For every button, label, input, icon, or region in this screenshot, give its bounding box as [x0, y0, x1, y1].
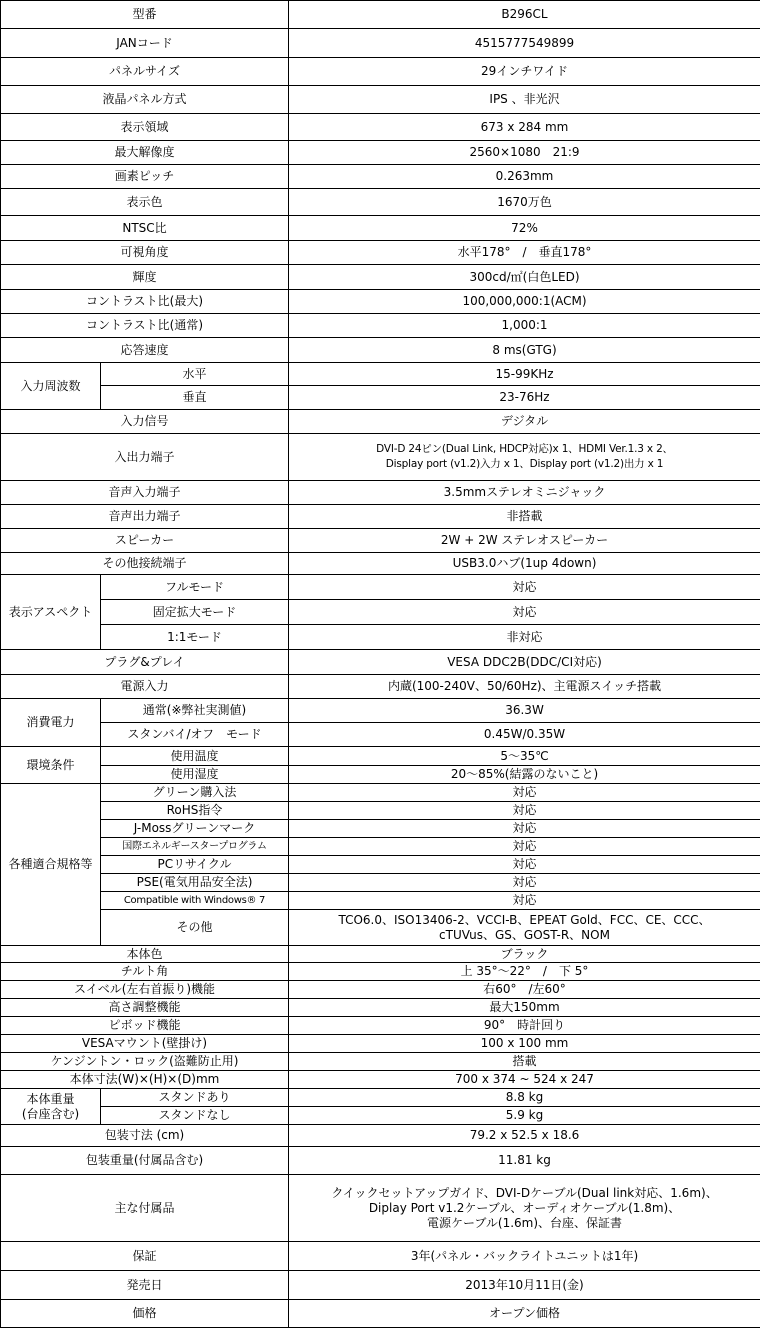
table-row: [1, 1053, 760, 1071]
row-value: 11.81 kg: [289, 1147, 760, 1175]
row-value: 8.8 kg: [289, 1089, 760, 1107]
row-value: 673 x 284 mm: [289, 114, 760, 141]
row-value: 2013年10月11日(金): [289, 1271, 760, 1300]
row-label: コントラスト比(最大): [1, 290, 289, 314]
table-row: [1, 766, 760, 784]
row-label: 主な付属品: [1, 1175, 289, 1242]
table-row: [1, 1107, 760, 1125]
row-label: 固定拡大モード: [101, 600, 289, 625]
row-value: 搭載: [289, 1053, 760, 1071]
table-row: [1, 856, 760, 874]
row-value: 100,000,000:1(ACM): [289, 290, 760, 314]
table-row: [1, 434, 760, 481]
row-label: 使用湿度: [101, 766, 289, 784]
table-row: [1, 505, 760, 529]
table-row: [1, 265, 760, 290]
row-label: 応答速度: [1, 338, 289, 363]
row-value: B296CL: [289, 1, 760, 29]
row-value: 100 x 100 mm: [289, 1035, 760, 1053]
value-line: DVI-D 24ピン(Dual Link, HDCP対応)x 1、HDMI Ver.1.3 x 2、: [291, 442, 758, 457]
group-label: 各種適合規格等: [1, 784, 101, 946]
row-value: 23-76Hz: [289, 386, 760, 410]
table-row: [1, 600, 760, 625]
row-label: 音声出力端子: [1, 505, 289, 529]
row-label: 包装重量(付属品含む): [1, 1147, 289, 1175]
row-value: 36.3W: [289, 699, 760, 723]
row-value: IPS 、非光沢: [289, 86, 760, 114]
row-label: スタンドあり: [101, 1089, 289, 1107]
row-label: 電源入力: [1, 675, 289, 699]
row-value: 300cd/㎡(白色LED): [289, 265, 760, 290]
row-value: 1,000:1: [289, 314, 760, 338]
row-value: VESA DDC2B(DDC/CI対応): [289, 650, 760, 675]
row-label: 通常(※弊社実測値): [101, 699, 289, 723]
table-row: [1, 553, 760, 575]
row-value: 2W + 2W ステレオスピーカー: [289, 529, 760, 553]
table-row: [1, 784, 760, 802]
table-row: [1, 999, 760, 1017]
row-value: 0.45W/0.35W: [289, 723, 760, 747]
table-row: [1, 1017, 760, 1035]
table-row: [1, 675, 760, 699]
table-row: [1, 290, 760, 314]
row-label: 表示色: [1, 189, 289, 216]
row-value: オープン価格: [289, 1300, 760, 1328]
row-label: スタンドなし: [101, 1107, 289, 1125]
row-label: 入出力端子: [1, 434, 289, 481]
row-value: 5.9 kg: [289, 1107, 760, 1125]
row-value: 72%: [289, 216, 760, 241]
table-row: [1, 723, 760, 747]
row-label: スピーカー: [1, 529, 289, 553]
value-line: 電源ケーブル(1.6m)、台座、保証書: [291, 1216, 758, 1231]
table-row: [1, 838, 760, 856]
row-value: 79.2 x 52.5 x 18.6: [289, 1125, 760, 1147]
table-row: [1, 981, 760, 999]
row-value: 対応: [289, 575, 760, 600]
row-value: 対応: [289, 784, 760, 802]
row-label: 液晶パネル方式: [1, 86, 289, 114]
row-label: 水平: [101, 363, 289, 386]
group-label-line: 本体重量: [3, 1092, 98, 1107]
table-row: [1, 1071, 760, 1089]
table-row: [1, 189, 760, 216]
table-row: [1, 58, 760, 86]
table-row: [1, 86, 760, 114]
row-label: PSE(電気用品安全法): [101, 874, 289, 892]
value-line: cTUVus、GS、GOST-R、NOM: [291, 928, 758, 943]
row-value: ブラック: [289, 946, 760, 963]
row-value: 最大150mm: [289, 999, 760, 1017]
row-label: J-Mossグリーンマーク: [101, 820, 289, 838]
row-value: 非対応: [289, 625, 760, 650]
row-value: 5～35℃: [289, 747, 760, 766]
row-value: 対応: [289, 600, 760, 625]
group-label: [1, 1089, 101, 1125]
table-row: [1, 386, 760, 410]
row-label: RoHS指令: [101, 802, 289, 820]
table-row: [1, 650, 760, 675]
table-row: [1, 1147, 760, 1175]
row-value: 90° 時計回り: [289, 1017, 760, 1035]
table-row: [1, 946, 760, 963]
table-row: [1, 820, 760, 838]
table-row: [1, 1271, 760, 1300]
row-value: 2560×1080 21:9: [289, 141, 760, 165]
row-label: ケンジントン・ロック(盗難防止用): [1, 1053, 289, 1071]
row-value: 対応: [289, 874, 760, 892]
row-label: Compatible with Windows® 7: [101, 892, 289, 910]
row-value: [289, 910, 760, 946]
table-row: [1, 963, 760, 981]
row-label: その他: [101, 910, 289, 946]
table-row: [1, 625, 760, 650]
row-value: 0.263mm: [289, 165, 760, 189]
row-value: 1670万色: [289, 189, 760, 216]
row-label: ピボッド機能: [1, 1017, 289, 1035]
row-label: 高さ調整機能: [1, 999, 289, 1017]
row-label: VESAマウント(壁掛け): [1, 1035, 289, 1053]
group-label: 環境条件: [1, 747, 101, 784]
row-value: [289, 434, 760, 481]
row-label: 最大解像度: [1, 141, 289, 165]
row-label: コントラスト比(通常): [1, 314, 289, 338]
table-row: [1, 363, 760, 386]
row-label: 1:1モード: [101, 625, 289, 650]
row-label: 保証: [1, 1242, 289, 1271]
table-row: [1, 241, 760, 265]
row-label: 型番: [1, 1, 289, 29]
table-row: [1, 1089, 760, 1107]
row-value: [289, 1175, 760, 1242]
row-value: 右60° /左60°: [289, 981, 760, 999]
row-label: スイベル(左右首振り)機能: [1, 981, 289, 999]
row-value: 700 x 374 ~ 524 x 247: [289, 1071, 760, 1089]
row-label: プラグ&プレイ: [1, 650, 289, 675]
row-label: 表示領域: [1, 114, 289, 141]
table-row: [1, 1035, 760, 1053]
table-row: [1, 410, 760, 434]
table-row: [1, 1175, 760, 1242]
table-row: [1, 314, 760, 338]
row-label: 発売日: [1, 1271, 289, 1300]
table-row: [1, 910, 760, 946]
table-row: [1, 874, 760, 892]
row-label: 垂直: [101, 386, 289, 410]
row-label: 入力信号: [1, 410, 289, 434]
row-value: 上 35°～22° / 下 5°: [289, 963, 760, 981]
row-value: 対応: [289, 892, 760, 910]
table-row: [1, 141, 760, 165]
table-row: [1, 165, 760, 189]
row-value: 内蔵(100-240V、50/60Hz)、主電源スイッチ搭載: [289, 675, 760, 699]
table-row: [1, 338, 760, 363]
row-label: 画素ピッチ: [1, 165, 289, 189]
table-row: [1, 529, 760, 553]
row-value: 対応: [289, 856, 760, 874]
group-label: 入力周波数: [1, 363, 101, 410]
row-label: JANコード: [1, 29, 289, 58]
row-value: 非搭載: [289, 505, 760, 529]
row-value: 3.5mmステレオミニジャック: [289, 481, 760, 505]
row-value: 15-99KHz: [289, 363, 760, 386]
row-label: 本体寸法(W)×(H)×(D)mm: [1, 1071, 289, 1089]
row-label: NTSC比: [1, 216, 289, 241]
table-row: [1, 1, 760, 29]
row-label: 価格: [1, 1300, 289, 1328]
group-label: 表示アスペクト: [1, 575, 101, 650]
table-row: [1, 747, 760, 766]
row-value: 対応: [289, 802, 760, 820]
row-label: フルモード: [101, 575, 289, 600]
group-label: 消費電力: [1, 699, 101, 747]
row-value: デジタル: [289, 410, 760, 434]
value-line: TCO6.0、ISO13406-2、VCCI-B、EPEAT Gold、FCC、CE、CCC、: [291, 913, 758, 928]
row-label: グリーン購入法: [101, 784, 289, 802]
row-label: スタンバイ/オフ モード: [101, 723, 289, 747]
table-row: [1, 481, 760, 505]
row-value: USB3.0ハブ(1up 4down): [289, 553, 760, 575]
table-row: [1, 1300, 760, 1328]
row-value: 20～85%(結露のないこと): [289, 766, 760, 784]
row-value: 4515777549899: [289, 29, 760, 58]
row-label: 音声入力端子: [1, 481, 289, 505]
row-label: 可視角度: [1, 241, 289, 265]
table-row: [1, 802, 760, 820]
value-line: クイックセットアップガイド、DVI-Dケーブル(Dual link対応、1.6m)、: [291, 1186, 758, 1201]
table-row: [1, 216, 760, 241]
row-label: 包装寸法 (cm): [1, 1125, 289, 1147]
row-label: 輝度: [1, 265, 289, 290]
row-value: 水平178° / 垂直178°: [289, 241, 760, 265]
row-value: 対応: [289, 820, 760, 838]
table-row: [1, 699, 760, 723]
group-label-line: (台座含む): [3, 1107, 98, 1122]
table-row: [1, 1125, 760, 1147]
row-label: 国際エネルギースタープログラム: [101, 838, 289, 856]
table-row: [1, 1242, 760, 1271]
row-value: 3年(パネル・バックライトユニットは1年): [289, 1242, 760, 1271]
row-value: 対応: [289, 838, 760, 856]
row-label: パネルサイズ: [1, 58, 289, 86]
table-row: [1, 29, 760, 58]
row-label: その他接続端子: [1, 553, 289, 575]
value-line: Diplay Port v1.2ケーブル、オーディオケーブル(1.8m)、: [291, 1201, 758, 1216]
table-row: [1, 114, 760, 141]
value-line: Display port (v1.2)入力 x 1、Display port (v1.2)出力 x 1: [291, 457, 758, 472]
table-row: [1, 892, 760, 910]
table-row: [1, 575, 760, 600]
row-label: 使用温度: [101, 747, 289, 766]
row-value: 29インチワイド: [289, 58, 760, 86]
row-label: PCリサイクル: [101, 856, 289, 874]
row-label: チルト角: [1, 963, 289, 981]
row-value: 8 ms(GTG): [289, 338, 760, 363]
row-label: 本体色: [1, 946, 289, 963]
